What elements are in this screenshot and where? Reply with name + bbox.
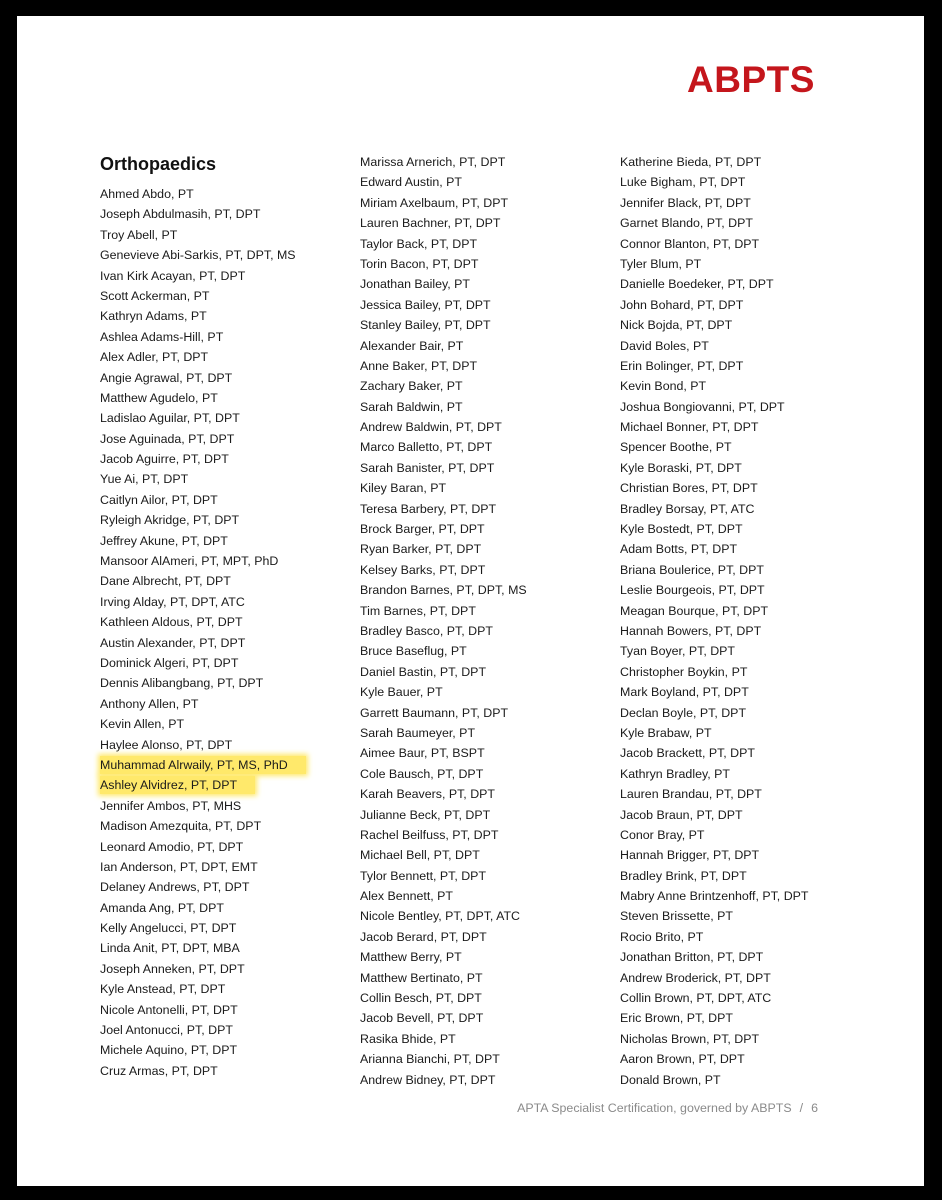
list-item [620,357,808,377]
member-name: Kelsey Barks, PT, DPT [360,562,486,577]
list-item [620,907,808,927]
list-item [620,765,808,785]
member-name: Kiley Baran, PT [360,481,447,496]
list-item [100,776,306,796]
list-item [360,867,527,887]
member-name: Jonathan Bailey, PT [360,277,470,292]
member-name: Genevieve Abi-Sarkis, PT, DPT, MS [100,248,296,263]
list-item [100,1062,306,1082]
list-item [620,989,808,1009]
member-name: Haylee Alonso, PT, DPT [100,737,233,752]
list-item [360,785,527,805]
member-name: Cruz Armas, PT, DPT [100,1063,218,1078]
list-item [360,561,527,581]
list-item [620,724,808,744]
list-item [360,826,527,846]
member-name: Leslie Bourgeois, PT, DPT [620,583,765,598]
list-item [620,846,808,866]
list-item [360,357,527,377]
list-item [360,377,527,397]
member-name: Kathleen Aldous, PT, DPT [100,615,243,630]
member-name: Mark Boyland, PT, DPT [620,685,749,700]
member-name: Garrett Baumann, PT, DPT [360,705,509,720]
list-item [100,470,306,490]
member-name: Lauren Brandau, PT, DPT [620,787,762,802]
list-item [100,919,306,939]
list-item [100,307,306,327]
member-name: Cole Bausch, PT, DPT [360,766,484,781]
member-name: Kyle Bauer, PT [360,685,443,700]
member-name: Mabry Anne Brintzenhoff, PT, DPT [620,889,809,904]
list-item [360,194,527,214]
list-item [620,704,808,724]
list-item [620,1030,808,1050]
member-name: Jacob Aguirre, PT, DPT [100,452,229,467]
member-name: Katherine Bieda, PT, DPT [620,155,762,169]
member-name: Tyler Blum, PT [620,256,702,271]
member-name: Dominick Algeri, PT, DPT [100,655,239,670]
list-item [620,663,808,683]
member-name: Andrew Baldwin, PT, DPT [360,420,502,435]
list-item [620,275,808,295]
list-item [100,328,306,348]
list-item [360,622,527,642]
list-item [360,337,527,357]
list-item [360,969,527,989]
member-name: Andrew Broderick, PT, DPT [620,970,771,985]
list-item [100,389,306,409]
list-item [620,194,808,214]
list-item [100,1041,306,1061]
member-name: Jacob Bevell, PT, DPT [360,1011,484,1026]
list-item [100,878,306,898]
member-name: Matthew Bertinato, PT [360,970,483,985]
list-item [620,622,808,642]
name-list-3 [620,153,808,1091]
member-name: Connor Blanton, PT, DPT [620,236,760,251]
list-item [360,744,527,764]
list-item [100,511,306,531]
list-item [100,185,306,205]
list-item [100,246,306,266]
list-item [360,989,527,1009]
list-item [620,377,808,397]
member-name: Bradley Brink, PT, DPT [620,868,747,883]
list-item [100,939,306,959]
member-name: Linda Anit, PT, DPT, MBA [100,941,240,956]
member-name: Ivan Kirk Acayan, PT, DPT [100,268,246,283]
list-item [620,928,808,948]
member-name: Meagan Bourque, PT, DPT [620,603,769,618]
member-name: Kyle Brabaw, PT [620,725,712,740]
member-name: Kevin Bond, PT [620,379,707,394]
list-item [100,430,306,450]
list-item [620,479,808,499]
list-item [100,532,306,552]
member-name: Mansoor AlAmeri, PT, MPT, PhD [100,554,279,569]
member-name: Brandon Barnes, PT, DPT, MS [360,583,527,598]
list-item [620,887,808,907]
list-item [620,316,808,336]
member-name: Torin Bacon, PT, DPT [360,256,479,271]
list-item [360,438,527,458]
list-item [100,715,306,735]
list-item [620,1009,808,1029]
list-item [620,173,808,193]
list-item [620,500,808,520]
member-name: Joel Antonucci, PT, DPT [100,1023,233,1038]
member-name: Tylor Bennett, PT, DPT [360,868,487,883]
member-name: Dennis Alibangbang, PT, DPT [100,676,264,691]
member-name: Alex Bennett, PT [360,889,453,904]
member-name: Andrew Bidney, PT, DPT [360,1072,496,1087]
list-item [620,337,808,357]
member-name: Nicholas Brown, PT, DPT [620,1031,760,1046]
list-item [100,1001,306,1021]
member-name: Kelly Angelucci, PT, DPT [100,921,237,936]
member-name: Brock Barger, PT, DPT [360,522,485,537]
member-name: Adam Botts, PT, DPT [620,542,738,557]
member-name: Taylor Back, PT, DPT [360,236,478,251]
list-item [100,674,306,694]
member-name: Matthew Berry, PT [360,950,462,965]
member-name: Daniel Bastin, PT, DPT [360,664,487,679]
member-name: Irving Alday, PT, DPT, ATC [100,594,245,609]
list-item [100,205,306,225]
list-item [360,296,527,316]
member-name: Jessica Bailey, PT, DPT [360,297,491,312]
footer-text: APTA Specialist Certification, governed by ABPTS [517,1101,792,1115]
list-item [360,704,527,724]
list-item [360,581,527,601]
list-item [100,369,306,389]
member-name: Spencer Boothe, PT [620,440,732,455]
list-item [620,438,808,458]
list-item [100,960,306,980]
list-item [620,255,808,275]
list-item [360,928,527,948]
member-name: Edward Austin, PT [360,175,462,190]
list-item [100,593,306,613]
member-name: Austin Alexander, PT, DPT [100,635,246,650]
list-item [360,683,527,703]
list-item [620,214,808,234]
list-item [100,450,306,470]
list-item [620,561,808,581]
member-name: Kathryn Adams, PT [100,309,207,324]
member-name: Tim Barnes, PT, DPT [360,603,476,618]
list-item [360,214,527,234]
abpts-logo: ABPTS [687,59,815,100]
member-name: Ashlea Adams-Hill, PT [100,329,224,344]
name-list-1 [100,185,306,1082]
list-item [620,642,808,662]
list-item [100,572,306,592]
member-name: Anthony Allen, PT [100,696,199,711]
list-item [620,826,808,846]
list-item [620,540,808,560]
column-3 [620,153,808,1091]
member-name: Alexander Bair, PT [360,338,464,353]
member-name: Rasika Bhide, PT [360,1031,456,1046]
member-name: Joseph Abdulmasih, PT, DPT [100,207,261,222]
member-name: Bruce Baseflug, PT [360,644,467,659]
member-name: Delaney Andrews, PT, DPT [100,880,250,895]
member-name: Aaron Brown, PT, DPT [620,1052,745,1067]
member-name: Scott Ackerman, PT [100,288,210,303]
list-item [360,1071,527,1091]
member-name: Amanda Ang, PT, DPT [100,900,224,915]
member-name: Troy Abell, PT [100,227,178,242]
list-item [620,602,808,622]
member-name: Stanley Bailey, PT, DPT [360,318,491,333]
member-name: Jonathan Britton, PT, DPT [620,950,764,965]
list-item [360,1009,527,1029]
member-name: Caitlyn Ailor, PT, DPT [100,492,218,507]
member-name: Teresa Barbery, PT, DPT [360,501,497,516]
member-name: Christian Bores, PT, DPT [620,481,758,496]
list-item [100,409,306,429]
member-name: Joseph Anneken, PT, DPT [100,961,245,976]
list-item [100,491,306,511]
highlighted-member-name: Ashley Alvidrez, PT, DPT [100,776,255,794]
column-1 [100,153,306,1082]
list-item [360,235,527,255]
list-item [620,581,808,601]
list-item [620,235,808,255]
member-name: Karah Beavers, PT, DPT [360,787,495,802]
member-name: Conor Bray, PT [620,827,705,842]
list-item [360,806,527,826]
highlighted-member-name: Muhammad Alrwaily, PT, MS, PhD [100,756,306,774]
member-name: Bradley Basco, PT, DPT [360,623,493,638]
column-2 [360,153,527,1091]
member-name: Jennifer Black, PT, DPT [620,195,751,210]
list-item [620,744,808,764]
member-name: Jeffrey Akune, PT, DPT [100,533,228,548]
name-list-2 [360,153,527,1091]
member-name: Danielle Boedeker, PT, DPT [620,277,774,292]
list-item [360,642,527,662]
list-item [100,287,306,307]
member-name: Ian Anderson, PT, DPT, EMT [100,859,258,874]
member-name: Garnet Blando, PT, DPT [620,216,753,231]
member-name: Miriam Axelbaum, PT, DPT [360,195,509,210]
member-name: Kevin Allen, PT [100,717,185,732]
member-name: Jacob Berard, PT, DPT [360,929,487,944]
list-item [360,907,527,927]
list-item [620,153,808,173]
list-item [100,695,306,715]
member-name: Kyle Boraski, PT, DPT [620,460,742,475]
list-item [360,663,527,683]
list-item [620,969,808,989]
member-name: Marissa Arnerich, PT, DPT [360,155,506,169]
list-item [620,398,808,418]
member-name: Marco Balletto, PT, DPT [360,440,493,455]
list-item [360,173,527,193]
list-item [360,724,527,744]
member-name: Kyle Bostedt, PT, DPT [620,522,743,537]
list-item [620,459,808,479]
list-item [100,634,306,654]
member-name: Aimee Baur, PT, BSPT [360,746,485,761]
member-name: Eric Brown, PT, DPT [620,1011,733,1026]
list-item [620,806,808,826]
list-item [100,838,306,858]
list-item [360,255,527,275]
list-item [100,654,306,674]
member-name: Anne Baker, PT, DPT [360,358,478,373]
member-name: Kathryn Bradley, PT [620,766,730,781]
member-name: Hannah Bowers, PT, DPT [620,623,762,638]
list-item [360,398,527,418]
list-item [360,1030,527,1050]
list-item [360,153,527,173]
list-item [360,1050,527,1070]
member-name: Ryleigh Akridge, PT, DPT [100,513,240,528]
list-item [360,418,527,438]
member-name: Kyle Anstead, PT, DPT [100,982,226,997]
list-item [360,540,527,560]
section-title: Orthopaedics [100,154,217,174]
list-item [360,316,527,336]
member-name: Arianna Bianchi, PT, DPT [360,1052,500,1067]
member-name: Matthew Agudelo, PT [100,390,218,405]
member-name: Ahmed Abdo, PT [100,187,194,201]
list-item [620,418,808,438]
list-item [360,887,527,907]
list-item [620,520,808,540]
list-item [620,785,808,805]
list-item [360,479,527,499]
list-item [360,275,527,295]
list-item [100,980,306,1000]
list-item [100,797,306,817]
member-name: Zachary Baker, PT [360,379,463,394]
member-name: Nicole Antonelli, PT, DPT [100,1002,238,1017]
member-name: Yue Ai, PT, DPT [100,472,189,487]
page-footer [517,1101,818,1115]
member-name: Sarah Baumeyer, PT [360,725,476,740]
member-name: Hannah Brigger, PT, DPT [620,848,760,863]
list-item [620,296,808,316]
member-name: Collin Besch, PT, DPT [360,991,482,1006]
member-name: Angie Agrawal, PT, DPT [100,370,233,385]
list-item [360,602,527,622]
member-name: Michele Aquino, PT, DPT [100,1043,238,1058]
list-item [360,948,527,968]
member-name: Joshua Bongiovanni, PT, DPT [620,399,785,414]
document-page [17,16,924,1186]
list-item [100,226,306,246]
list-item [100,552,306,572]
member-name: Jacob Braun, PT, DPT [620,807,743,822]
member-name: Sarah Baldwin, PT [360,399,463,414]
list-item [100,817,306,837]
member-name: Bradley Borsay, PT, ATC [620,501,755,516]
member-name: Rachel Beilfuss, PT, DPT [360,827,499,842]
list-item [100,267,306,287]
member-name: Erin Bolinger, PT, DPT [620,358,744,373]
member-name: Ladislao Aguilar, PT, DPT [100,411,240,426]
list-item [620,1071,808,1091]
member-name: Briana Boulerice, PT, DPT [620,562,764,577]
member-name: Christopher Boykin, PT [620,664,748,679]
member-name: Jennifer Ambos, PT, MHS [100,798,242,813]
member-name: John Bohard, PT, DPT [620,297,744,312]
list-item [100,348,306,368]
member-name: Nicole Bentley, PT, DPT, ATC [360,909,520,924]
list-item [620,1050,808,1070]
member-name: Jose Aguinada, PT, DPT [100,431,235,446]
member-name: Jacob Brackett, PT, DPT [620,746,755,761]
member-name: Leonard Amodio, PT, DPT [100,839,244,854]
list-item [360,520,527,540]
list-item [100,736,306,756]
list-item [360,500,527,520]
footer-separator: / [799,1101,804,1115]
member-name: Michael Bonner, PT, DPT [620,420,759,435]
page-number: 6 [811,1101,818,1115]
list-item [620,683,808,703]
member-name: Nick Bojda, PT, DPT [620,318,733,333]
member-name: Julianne Beck, PT, DPT [360,807,491,822]
member-name: Tyan Boyer, PT, DPT [620,644,735,659]
list-item [100,1021,306,1041]
list-item [100,858,306,878]
member-name: Ryan Barker, PT, DPT [360,542,482,557]
list-item [100,613,306,633]
member-name: Steven Brissette, PT [620,909,733,924]
list-item [360,846,527,866]
member-name: Donald Brown, PT [620,1072,721,1087]
member-name: Madison Amezquita, PT, DPT [100,819,262,834]
list-item [360,765,527,785]
list-item [620,867,808,887]
member-name: Collin Brown, PT, DPT, ATC [620,991,772,1006]
member-name: Michael Bell, PT, DPT [360,848,480,863]
list-item [100,756,306,776]
member-name: Sarah Banister, PT, DPT [360,460,495,475]
list-item [620,948,808,968]
member-name: David Boles, PT [620,338,709,353]
member-name: Alex Adler, PT, DPT [100,350,209,365]
member-name: Declan Boyle, PT, DPT [620,705,747,720]
member-name: Lauren Bachner, PT, DPT [360,216,501,231]
member-name: Dane Albrecht, PT, DPT [100,574,231,589]
member-name: Rocio Brito, PT [620,929,704,944]
member-name: Luke Bigham, PT, DPT [620,175,746,190]
list-item [360,459,527,479]
list-item [100,899,306,919]
